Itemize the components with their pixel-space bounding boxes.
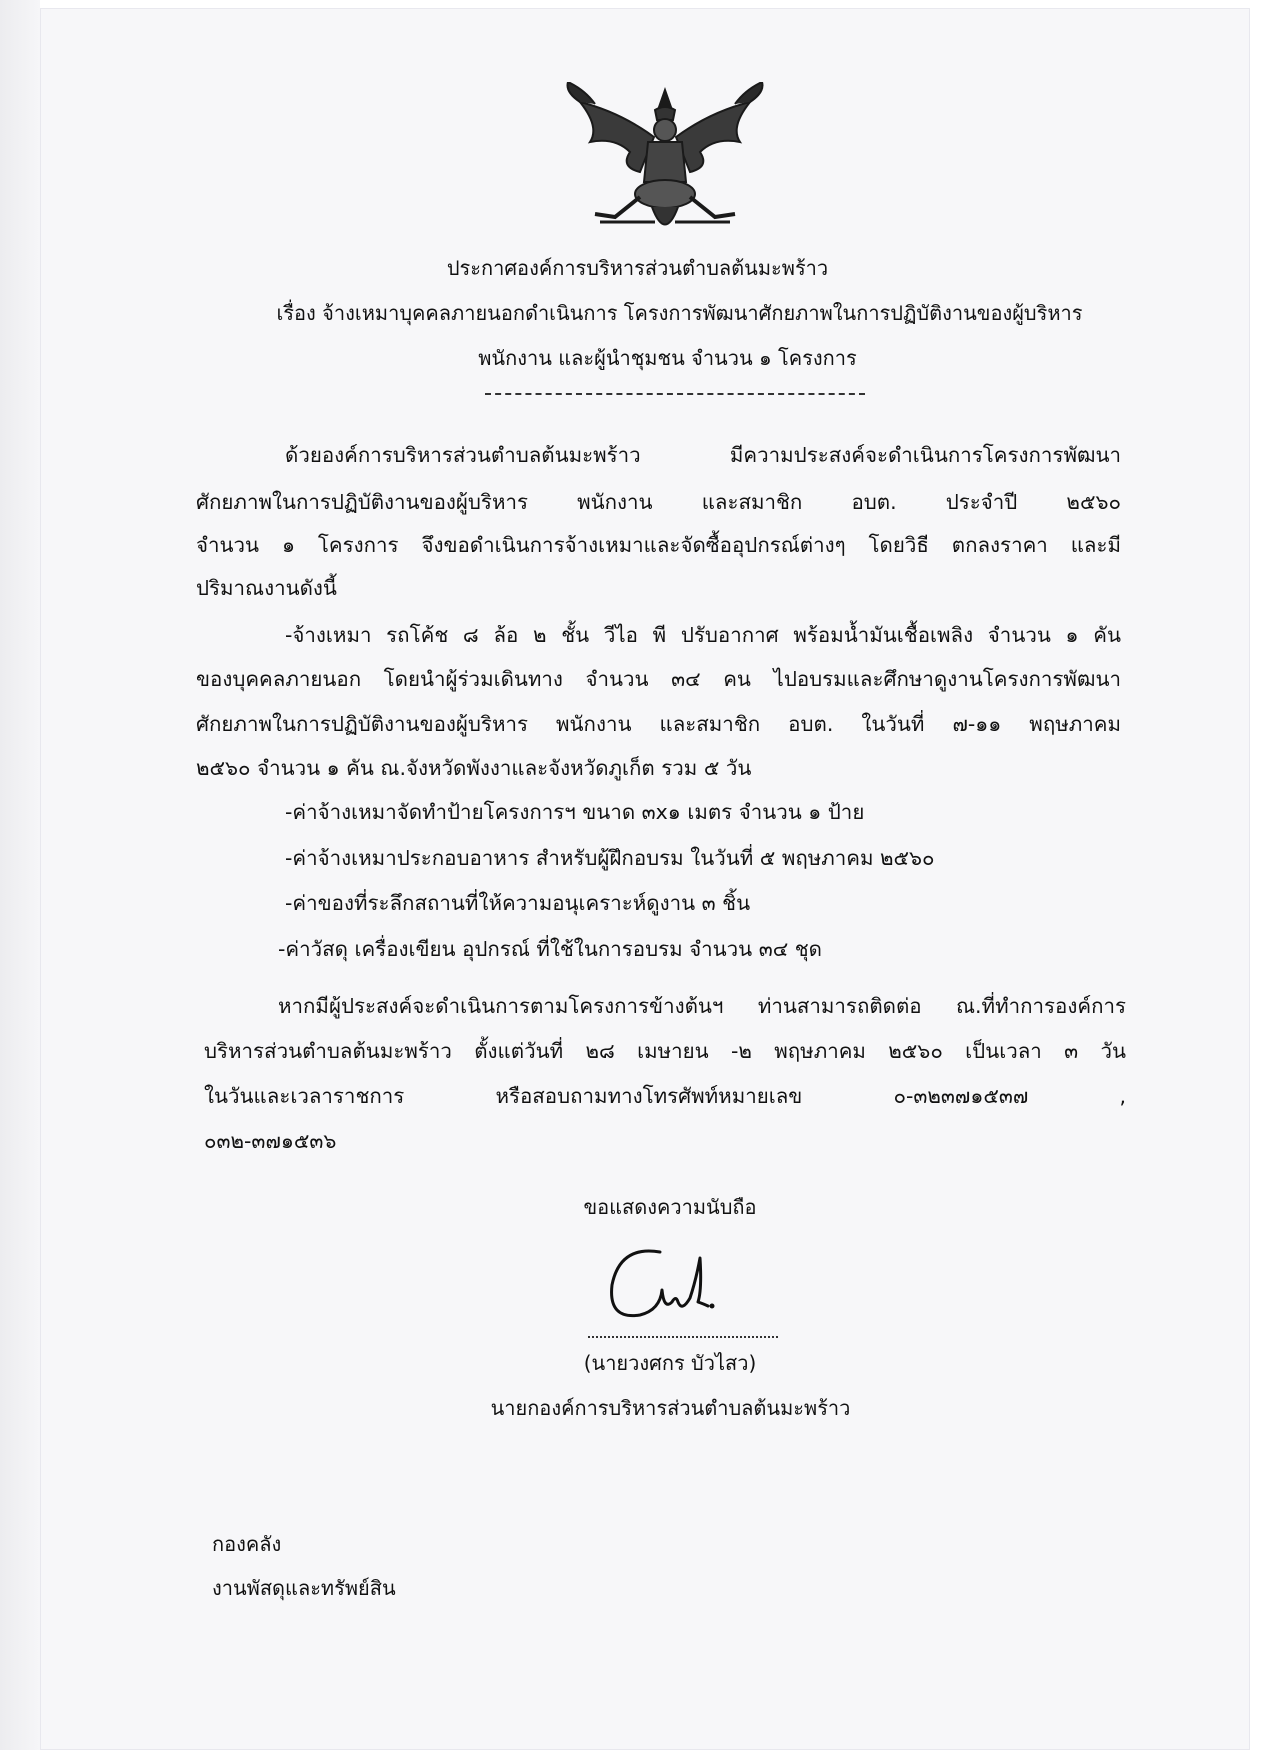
- item-1-line-2: ของบุคคลภายนอก โดยนำผู้ร่วมเดินทาง จำนวน ๓๔ คน ไปอบรมและศึกษาดูงานโครงการพัฒนา: [196, 667, 1121, 691]
- handwritten-signature: [600, 1240, 750, 1335]
- item-1-line-1: -จ้างเหมา รถโค้ช ๘ ล้อ ๒ ชั้น วีไอ พี ปรับอากาศ พร้อมน้ำมันเชื้อเพลิง จำนวน ๑ คัน: [285, 623, 1121, 647]
- item-3: -ค่าจ้างเหมาประกอบอาหาร สำหรับผู้ฝึกอบรม ในวันที่ ๕ พฤษภาคม ๒๕๖๐: [285, 846, 935, 870]
- signature-line: [588, 1336, 778, 1338]
- item-5: -ค่าวัสดุ เครื่องเขียน อุปกรณ์ ที่ใช้ในการอบรม จำนวน ๓๔ ชุด: [278, 937, 822, 961]
- paragraph-1-line-2: ศักยภาพในการปฏิบัติงานของผู้บริหาร พนักงาน และสมาชิก อบต. ประจำปี ๒๕๖๐: [196, 490, 1121, 514]
- paragraph-1-line-3: จำนวน ๑ โครงการ จึงขอดำเนินการจ้างเหมาและจัดซื้ออุปกรณ์ต่างๆ โดยวิธี ตกลงราคา และมี: [196, 533, 1121, 557]
- paragraph-2-line-1: หากมีผู้ประสงค์จะดำเนินการตามโครงการข้างต้นฯ ท่านสามารถติดต่อ ณ.ที่ทำการองค์การ: [278, 994, 1126, 1018]
- garuda-emblem-icon: [560, 82, 770, 242]
- item-2: -ค่าจ้างเหมาจัดทำป้ายโครงการฯ ขนาด ๓x๑ เมตร จำนวน ๑ ป้าย: [285, 800, 865, 824]
- paragraph-2-line-4: ๐๓๒-๓๗๑๕๓๖: [204, 1129, 337, 1153]
- paragraph-2-line-2: บริหารส่วนตำบลต้นมะพร้าว ตั้งแต่วันที่ ๒๘ เมษายน -๒ พฤษภาคม ๒๕๖๐ เป็นเวลา ๓ วัน: [204, 1039, 1126, 1063]
- paragraph-2-line-3: ในวันและเวลาราชการ หรือสอบถามทางโทรศัพท์หมายเลข ๐-๓๒๓๗๑๕๓๗ ,: [204, 1084, 1126, 1108]
- subject-line-1: เรื่อง จ้างเหมาบุคคลภายนอกดำเนินการ โครงการพัฒนาศักยภาพในการปฏิบัติงานของผู้บริหาร: [276, 301, 1083, 325]
- closing-regards: ขอแสดงความนับถือ: [583, 1195, 757, 1219]
- footer-department: กองคลัง: [212, 1532, 282, 1556]
- signer-name: (นายวงศกร บัวไสว): [583, 1351, 757, 1375]
- item-1-line-4: ๒๕๖๐ จำนวน ๑ คัน ณ.จังหวัดพังงาและจังหวัดภูเก็ต รวม ๕ วัน: [196, 756, 752, 780]
- item-1-line-3: ศักยภาพในการปฏิบัติงานของผู้บริหาร พนักงาน และสมาชิก อบต. ในวันที่ ๗-๑๑ พฤษภาคม: [196, 712, 1121, 736]
- title-divider: [485, 393, 865, 395]
- paragraph-1-line-1: ด้วยองค์การบริหารส่วนตำบลต้นมะพร้าว มีความประสงค์จะดำเนินการโครงการพัฒนา: [285, 443, 1121, 467]
- item-4: -ค่าของที่ระลึกสถานที่ให้ความอนุเคราะห์ดูงาน ๓ ชิ้น: [285, 891, 751, 915]
- paragraph-1-line-4: ปริมาณงานดังนี้: [196, 576, 337, 600]
- signer-title: นายกองค์การบริหารส่วนตำบลต้นมะพร้าว: [490, 1396, 851, 1420]
- subject-line-2: พนักงาน และผู้นำชุมชน จำนวน ๑ โครงการ: [478, 346, 857, 370]
- footer-section: งานพัสดุและทรัพย์สิน: [212, 1576, 396, 1600]
- announcement-title: ประกาศองค์การบริหารส่วนตำบลต้นมะพร้าว: [446, 256, 829, 280]
